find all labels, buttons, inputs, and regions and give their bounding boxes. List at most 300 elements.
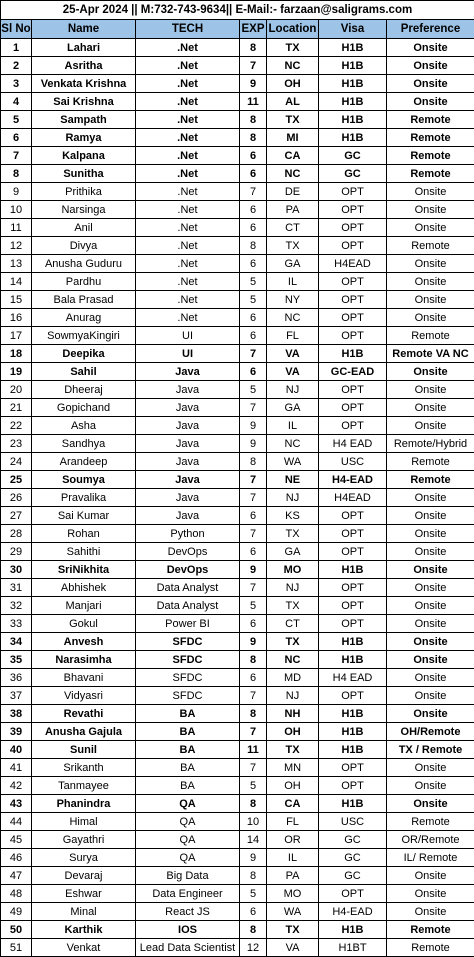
cell-name: Anusha Guduru xyxy=(32,255,136,273)
table-row xyxy=(1,129,474,147)
cell-location: NJ xyxy=(267,687,319,705)
table-row xyxy=(1,273,474,291)
cell-tech: .Net xyxy=(136,273,240,291)
table-row xyxy=(1,93,474,111)
cell-name: Vidyasri xyxy=(32,687,136,705)
cell-location: AL xyxy=(267,93,319,111)
cell-preference: Remote xyxy=(387,129,474,147)
table-row xyxy=(1,39,474,57)
cell-sl-no: 36 xyxy=(1,669,32,687)
cell-visa: H1B xyxy=(319,561,387,579)
table-row xyxy=(1,75,474,93)
cell-visa: H4-EAD xyxy=(319,903,387,921)
cell-exp: 6 xyxy=(240,309,267,327)
cell-tech: UI xyxy=(136,345,240,363)
cell-exp: 7 xyxy=(240,57,267,75)
cell-visa: GC-EAD xyxy=(319,363,387,381)
cell-tech: IOS xyxy=(136,921,240,939)
cell-visa: H1B xyxy=(319,633,387,651)
cell-sl-no: 2 xyxy=(1,57,32,75)
cell-visa: H1B xyxy=(319,75,387,93)
cell-exp: 6 xyxy=(240,255,267,273)
cell-tech: .Net xyxy=(136,309,240,327)
cell-location: IL xyxy=(267,273,319,291)
cell-preference: Onsite xyxy=(387,57,474,75)
cell-preference: Onsite xyxy=(387,507,474,525)
cell-preference: Onsite xyxy=(387,417,474,435)
cell-preference: OR/Remote xyxy=(387,831,474,849)
cell-name: Sahithi xyxy=(32,543,136,561)
cell-location: GA xyxy=(267,255,319,273)
cell-sl-no: 44 xyxy=(1,813,32,831)
cell-visa: OPT xyxy=(319,525,387,543)
cell-location: TX xyxy=(267,921,319,939)
table-row xyxy=(1,849,474,867)
cell-location: NJ xyxy=(267,381,319,399)
cell-location: MO xyxy=(267,885,319,903)
cell-name: Anil xyxy=(32,219,136,237)
cell-tech: .Net xyxy=(136,111,240,129)
cell-name: Karthik xyxy=(32,921,136,939)
cell-tech: BA xyxy=(136,777,240,795)
cell-visa: OPT xyxy=(319,201,387,219)
cell-visa: H4 EAD xyxy=(319,669,387,687)
cell-location: TX xyxy=(267,525,319,543)
table-row xyxy=(1,147,474,165)
cell-preference: Onsite xyxy=(387,615,474,633)
cell-visa: H1B xyxy=(319,723,387,741)
cell-preference: OH/Remote xyxy=(387,723,474,741)
cell-tech: SFDC xyxy=(136,633,240,651)
cell-tech: QA xyxy=(136,831,240,849)
cell-location: NC xyxy=(267,309,319,327)
cell-exp: 9 xyxy=(240,435,267,453)
cell-visa: OPT xyxy=(319,219,387,237)
cell-sl-no: 38 xyxy=(1,705,32,723)
cell-exp: 9 xyxy=(240,75,267,93)
cell-sl-no: 45 xyxy=(1,831,32,849)
table-row xyxy=(1,543,474,561)
cell-visa: H1B xyxy=(319,345,387,363)
cell-preference: Onsite xyxy=(387,651,474,669)
table-body xyxy=(1,39,474,957)
table-row xyxy=(1,255,474,273)
cell-name: Eshwar xyxy=(32,885,136,903)
cell-tech: BA xyxy=(136,741,240,759)
cell-location: PA xyxy=(267,201,319,219)
cell-name: Asha xyxy=(32,417,136,435)
cell-tech: BA xyxy=(136,723,240,741)
cell-exp: 6 xyxy=(240,543,267,561)
cell-exp: 10 xyxy=(240,813,267,831)
cell-exp: 9 xyxy=(240,633,267,651)
cell-preference: Onsite xyxy=(387,255,474,273)
table-row xyxy=(1,417,474,435)
cell-sl-no: 3 xyxy=(1,75,32,93)
cell-preference: Onsite xyxy=(387,669,474,687)
cell-name: Anurag xyxy=(32,309,136,327)
table-row xyxy=(1,705,474,723)
cell-preference: Remote VA NC xyxy=(387,345,474,363)
cell-sl-no: 17 xyxy=(1,327,32,345)
cell-visa: H4-EAD xyxy=(319,471,387,489)
cell-exp: 11 xyxy=(240,93,267,111)
cell-location: OH xyxy=(267,777,319,795)
table-row xyxy=(1,669,474,687)
cell-preference: Remote xyxy=(387,939,474,957)
cell-location: IL xyxy=(267,849,319,867)
table-row xyxy=(1,921,474,939)
cell-name: Sampath xyxy=(32,111,136,129)
cell-exp: 8 xyxy=(240,867,267,885)
cell-visa: H1B xyxy=(319,129,387,147)
cell-location: WA xyxy=(267,903,319,921)
cell-preference: Onsite xyxy=(387,687,474,705)
cell-location: TX xyxy=(267,633,319,651)
table-row xyxy=(1,435,474,453)
cell-name: Pravalika xyxy=(32,489,136,507)
cell-preference: Onsite xyxy=(387,291,474,309)
cell-preference: Onsite xyxy=(387,399,474,417)
cell-tech: .Net xyxy=(136,219,240,237)
cell-tech: Data Analyst xyxy=(136,597,240,615)
cell-tech: QA xyxy=(136,849,240,867)
cell-location: OH xyxy=(267,723,319,741)
cell-sl-no: 16 xyxy=(1,309,32,327)
cell-name: Surya xyxy=(32,849,136,867)
cell-location: NC xyxy=(267,435,319,453)
header-name: Name xyxy=(32,20,136,39)
cell-sl-no: 8 xyxy=(1,165,32,183)
cell-exp: 8 xyxy=(240,39,267,57)
cell-visa: H4EAD xyxy=(319,489,387,507)
cell-visa: OPT xyxy=(319,543,387,561)
cell-sl-no: 25 xyxy=(1,471,32,489)
cell-visa: OPT xyxy=(319,291,387,309)
cell-preference: Onsite xyxy=(387,777,474,795)
cell-preference: Onsite xyxy=(387,39,474,57)
cell-sl-no: 27 xyxy=(1,507,32,525)
cell-exp: 6 xyxy=(240,507,267,525)
cell-preference: Onsite xyxy=(387,867,474,885)
cell-exp: 7 xyxy=(240,525,267,543)
cell-visa: OPT xyxy=(319,615,387,633)
header-location: Location xyxy=(267,20,319,39)
cell-sl-no: 22 xyxy=(1,417,32,435)
cell-visa: H1B xyxy=(319,921,387,939)
cell-sl-no: 6 xyxy=(1,129,32,147)
cell-preference: Onsite xyxy=(387,705,474,723)
table-row xyxy=(1,111,474,129)
cell-preference: Remote xyxy=(387,921,474,939)
cell-sl-no: 26 xyxy=(1,489,32,507)
cell-preference: Onsite xyxy=(387,597,474,615)
cell-name: SowmyaKingiri xyxy=(32,327,136,345)
cell-preference: Onsite xyxy=(387,309,474,327)
cell-visa: GC xyxy=(319,165,387,183)
table-row xyxy=(1,453,474,471)
cell-preference: Onsite xyxy=(387,201,474,219)
cell-visa: OPT xyxy=(319,327,387,345)
cell-name: Narasimha xyxy=(32,651,136,669)
cell-location: MN xyxy=(267,759,319,777)
cell-exp: 5 xyxy=(240,273,267,291)
cell-location: FL xyxy=(267,813,319,831)
table-row xyxy=(1,795,474,813)
cell-preference: Onsite xyxy=(387,363,474,381)
cell-visa: OPT xyxy=(319,759,387,777)
cell-visa: H1BT xyxy=(319,939,387,957)
cell-tech: Java xyxy=(136,363,240,381)
cell-tech: DevOps xyxy=(136,561,240,579)
cell-name: Rohan xyxy=(32,525,136,543)
cell-preference: Onsite xyxy=(387,759,474,777)
cell-name: Divya xyxy=(32,237,136,255)
cell-visa: GC xyxy=(319,147,387,165)
table-row xyxy=(1,489,474,507)
cell-tech: .Net xyxy=(136,165,240,183)
cell-exp: 8 xyxy=(240,705,267,723)
table-row xyxy=(1,633,474,651)
cell-tech: .Net xyxy=(136,201,240,219)
cell-visa: H4 EAD xyxy=(319,435,387,453)
cell-sl-no: 10 xyxy=(1,201,32,219)
cell-name: Anvesh xyxy=(32,633,136,651)
cell-sl-no: 34 xyxy=(1,633,32,651)
cell-visa: GC xyxy=(319,849,387,867)
cell-name: Phanindra xyxy=(32,795,136,813)
sheet-title: 25-Apr 2024 || M:732-743-9634|| E-Mail:- farzaan@saligrams.com xyxy=(1,1,474,20)
header-visa: Visa xyxy=(319,20,387,39)
cell-sl-no: 19 xyxy=(1,363,32,381)
cell-preference: Remote xyxy=(387,327,474,345)
cell-visa: H1B xyxy=(319,651,387,669)
cell-preference: Onsite xyxy=(387,219,474,237)
cell-exp: 6 xyxy=(240,615,267,633)
cell-preference: Onsite xyxy=(387,93,474,111)
cell-name: Prithika xyxy=(32,183,136,201)
table-row xyxy=(1,561,474,579)
cell-tech: Java xyxy=(136,381,240,399)
cell-exp: 8 xyxy=(240,237,267,255)
cell-visa: OPT xyxy=(319,381,387,399)
cell-location: CT xyxy=(267,615,319,633)
cell-name: Sandhya xyxy=(32,435,136,453)
table-row xyxy=(1,597,474,615)
cell-exp: 5 xyxy=(240,597,267,615)
cell-exp: 7 xyxy=(240,687,267,705)
table-row xyxy=(1,651,474,669)
cell-tech: Java xyxy=(136,435,240,453)
cell-exp: 6 xyxy=(240,147,267,165)
title-row xyxy=(1,1,474,20)
cell-exp: 8 xyxy=(240,453,267,471)
cell-visa: OPT xyxy=(319,273,387,291)
header-row xyxy=(1,20,474,39)
table-row xyxy=(1,309,474,327)
cell-sl-no: 20 xyxy=(1,381,32,399)
cell-tech: SFDC xyxy=(136,651,240,669)
cell-visa: OPT xyxy=(319,687,387,705)
cell-exp: 5 xyxy=(240,291,267,309)
cell-name: Deepika xyxy=(32,345,136,363)
cell-preference: TX / Remote xyxy=(387,741,474,759)
cell-location: MI xyxy=(267,129,319,147)
cell-preference: Remote xyxy=(387,471,474,489)
cell-tech: .Net xyxy=(136,57,240,75)
cell-preference: Onsite xyxy=(387,525,474,543)
cell-name: Tanmayee xyxy=(32,777,136,795)
cell-exp: 9 xyxy=(240,849,267,867)
cell-name: Ramya xyxy=(32,129,136,147)
cell-sl-no: 37 xyxy=(1,687,32,705)
cell-tech: .Net xyxy=(136,75,240,93)
cell-exp: 6 xyxy=(240,201,267,219)
cell-location: NC xyxy=(267,165,319,183)
cell-name: Anusha Gajula xyxy=(32,723,136,741)
cell-sl-no: 14 xyxy=(1,273,32,291)
cell-sl-no: 47 xyxy=(1,867,32,885)
cell-sl-no: 23 xyxy=(1,435,32,453)
cell-visa: OPT xyxy=(319,417,387,435)
cell-visa: OPT xyxy=(319,237,387,255)
cell-exp: 6 xyxy=(240,363,267,381)
cell-tech: Java xyxy=(136,507,240,525)
cell-preference: Onsite xyxy=(387,579,474,597)
cell-sl-no: 4 xyxy=(1,93,32,111)
cell-location: CT xyxy=(267,219,319,237)
table-row xyxy=(1,219,474,237)
table-row xyxy=(1,363,474,381)
header-exp: EXP xyxy=(240,20,267,39)
cell-visa: H1B xyxy=(319,57,387,75)
cell-sl-no: 28 xyxy=(1,525,32,543)
cell-exp: 5 xyxy=(240,381,267,399)
cell-tech: QA xyxy=(136,795,240,813)
cell-name: Manjari xyxy=(32,597,136,615)
cell-location: FL xyxy=(267,327,319,345)
cell-location: VA xyxy=(267,939,319,957)
cell-tech: React JS xyxy=(136,903,240,921)
cell-visa: H1B xyxy=(319,93,387,111)
cell-sl-no: 18 xyxy=(1,345,32,363)
cell-visa: OPT xyxy=(319,885,387,903)
header-preference: Preference xyxy=(387,20,474,39)
cell-exp: 9 xyxy=(240,417,267,435)
cell-location: MO xyxy=(267,561,319,579)
cell-visa: H1B xyxy=(319,705,387,723)
cell-sl-no: 33 xyxy=(1,615,32,633)
cell-visa: H4EAD xyxy=(319,255,387,273)
cell-tech: Data Analyst xyxy=(136,579,240,597)
cell-visa: H1B xyxy=(319,795,387,813)
cell-location: NY xyxy=(267,291,319,309)
cell-tech: Java xyxy=(136,471,240,489)
cell-tech: .Net xyxy=(136,291,240,309)
cell-sl-no: 24 xyxy=(1,453,32,471)
cell-exp: 5 xyxy=(240,777,267,795)
cell-location: NJ xyxy=(267,579,319,597)
cell-location: CA xyxy=(267,795,319,813)
cell-name: Bala Prasad xyxy=(32,291,136,309)
cell-exp: 6 xyxy=(240,669,267,687)
cell-exp: 12 xyxy=(240,939,267,957)
cell-name: Kalpana xyxy=(32,147,136,165)
cell-sl-no: 46 xyxy=(1,849,32,867)
cell-name: Soumya xyxy=(32,471,136,489)
cell-location: DE xyxy=(267,183,319,201)
cell-preference: Onsite xyxy=(387,633,474,651)
cell-sl-no: 15 xyxy=(1,291,32,309)
cell-sl-no: 29 xyxy=(1,543,32,561)
cell-exp: 6 xyxy=(240,327,267,345)
cell-preference: IL/ Remote xyxy=(387,849,474,867)
cell-exp: 7 xyxy=(240,471,267,489)
cell-preference: Onsite xyxy=(387,381,474,399)
cell-name: Himal xyxy=(32,813,136,831)
cell-preference: Onsite xyxy=(387,543,474,561)
cell-exp: 7 xyxy=(240,345,267,363)
cell-visa: OPT xyxy=(319,579,387,597)
cell-tech: .Net xyxy=(136,183,240,201)
cell-preference: Onsite xyxy=(387,903,474,921)
cell-preference: Remote xyxy=(387,111,474,129)
cell-name: SriNikhita xyxy=(32,561,136,579)
cell-sl-no: 42 xyxy=(1,777,32,795)
table-row xyxy=(1,291,474,309)
cell-name: Sai Kumar xyxy=(32,507,136,525)
cell-tech: BA xyxy=(136,759,240,777)
cell-location: TX xyxy=(267,39,319,57)
cell-location: VA xyxy=(267,363,319,381)
table-row xyxy=(1,327,474,345)
cell-location: OR xyxy=(267,831,319,849)
cell-name: Bhavani xyxy=(32,669,136,687)
cell-location: MD xyxy=(267,669,319,687)
cell-location: IL xyxy=(267,417,319,435)
cell-visa: OPT xyxy=(319,399,387,417)
cell-name: Venkata Krishna xyxy=(32,75,136,93)
cell-location: TX xyxy=(267,597,319,615)
cell-name: Minal xyxy=(32,903,136,921)
cell-location: NC xyxy=(267,57,319,75)
cell-name: Sahil xyxy=(32,363,136,381)
cell-visa: H1B xyxy=(319,39,387,57)
table-row xyxy=(1,777,474,795)
cell-visa: GC xyxy=(319,867,387,885)
cell-preference: Onsite xyxy=(387,885,474,903)
cell-tech: .Net xyxy=(136,129,240,147)
cell-sl-no: 39 xyxy=(1,723,32,741)
table-row xyxy=(1,903,474,921)
cell-exp: 9 xyxy=(240,561,267,579)
cell-preference: Remote xyxy=(387,147,474,165)
cell-location: CA xyxy=(267,147,319,165)
cell-exp: 8 xyxy=(240,129,267,147)
cell-exp: 14 xyxy=(240,831,267,849)
cell-name: Gayathri xyxy=(32,831,136,849)
cell-visa: OPT xyxy=(319,183,387,201)
cell-tech: DevOps xyxy=(136,543,240,561)
cell-name: Abhishek xyxy=(32,579,136,597)
cell-preference: Remote xyxy=(387,453,474,471)
table-row xyxy=(1,381,474,399)
cell-visa: USC xyxy=(319,453,387,471)
table-row xyxy=(1,237,474,255)
cell-location: GA xyxy=(267,543,319,561)
table-row xyxy=(1,201,474,219)
cell-location: TX xyxy=(267,111,319,129)
